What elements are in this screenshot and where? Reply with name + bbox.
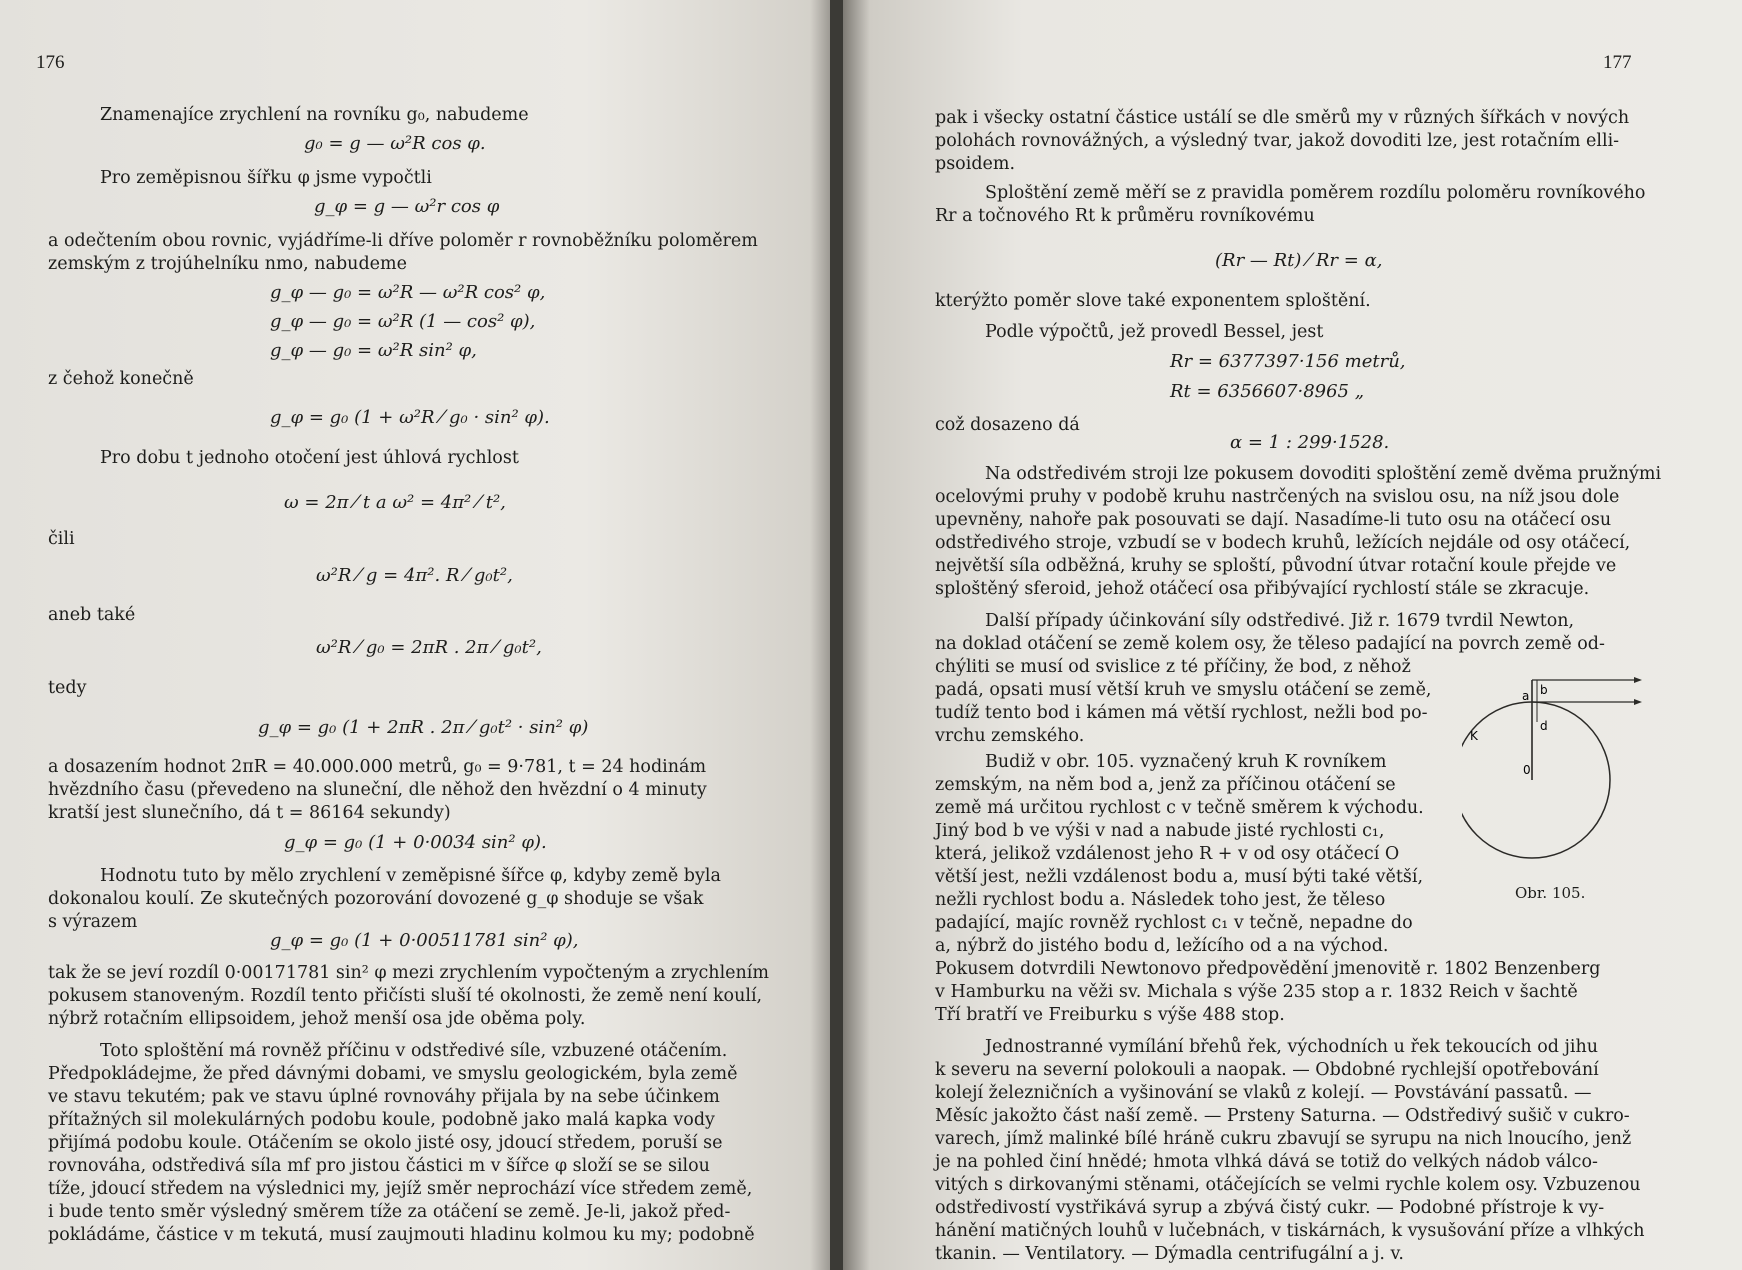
left-text-line-19: a dosazením hodnot 2πR = 40.000.000 metrů, g₀ = 9·781, t = 24 hodinám bbox=[48, 757, 707, 777]
right-text-line-29: větší jest, nežli vzdálenost bodu a, musí býti také větší, bbox=[935, 867, 1424, 887]
left-page bbox=[0, 0, 835, 1270]
right-text-line-3: Sploštění země měří se z pravidla poměrem rozdílu poloměru rovníkového bbox=[985, 183, 1646, 203]
right-text-line-4: Rr a točnového Rt k průměru rovníkovému bbox=[935, 206, 1315, 226]
right-text-line-42: vitých s dirkovanými stěnami, otáčejících se velmi rychle kolem osy. Vzbuzenou bbox=[935, 1175, 1641, 1195]
left-equation-8: g_φ — g₀ = ω²R sin² φ, bbox=[270, 340, 477, 361]
right-text-line-2: psoidem. bbox=[935, 154, 1016, 174]
left-equation-1: g₀ = g — ω²R cos φ. bbox=[304, 133, 486, 154]
left-text-line-25: s výrazem bbox=[48, 912, 138, 932]
right-text-line-33: Pokusem dotvrdili Newtonovo předpovědění jmenovitě r. 1802 Benzenberg bbox=[935, 959, 1601, 979]
left-text-line-27: tak že se jeví rozdíl 0·00171781 sin² φ mezi zrychlením vypočteným a zrychlením bbox=[48, 963, 769, 983]
left-text-line-4: a odečtením obou rovnic, vyjádříme-li dříve poloměr r rovnoběžníku poloměrem bbox=[48, 231, 758, 251]
left-text-line-9: z čehož konečně bbox=[48, 369, 194, 389]
left-text-line-11: Pro dobu t jednoho otočení jest úhlová rychlost bbox=[100, 448, 519, 468]
right-text-line-44: hánění matičných louhů v lučebnách, v tiskárnách, k vysušování příze a vlhkých bbox=[935, 1221, 1645, 1241]
right-text-line-30: nežli rychlost bodu a. Následek toho jest, že těleso bbox=[935, 890, 1386, 910]
left-text-line-2: Pro zeměpisnou šířku φ jsme vypočtli bbox=[100, 168, 432, 188]
right-text-line-40: varech, jímž malinké bílé hráně cukru zbavují se syrupu na nich lnoucího, jenž bbox=[935, 1129, 1632, 1149]
label-a: a bbox=[1522, 689, 1530, 703]
right-text-line-32: a, nýbrž do jistého bodu d, ležícího od a na východ. bbox=[935, 936, 1389, 956]
page-number-right: 177 bbox=[1603, 52, 1632, 73]
left-equation-18: g_φ = g₀ (1 + 2πR . 2π ⁄ g₀t² · sin² φ) bbox=[258, 717, 589, 738]
left-equation-10: g_φ = g₀ (1 + ω²R ⁄ g₀ · sin² φ). bbox=[270, 407, 550, 428]
left-text-line-29: nýbrž rotačním ellipsoidem, jehož menší osa jde oběma poly. bbox=[48, 1009, 586, 1029]
right-text-line-36: Jednostranné vymílání břehů řek, východních u řek tekoucích od jihu bbox=[985, 1037, 1599, 1057]
left-text-line-21: kratší jest slunečního, dá t = 86164 sekundy) bbox=[48, 803, 451, 823]
left-equation-26: g_φ = g₀ (1 + 0·00511781 sin² φ), bbox=[270, 930, 579, 951]
right-text-line-21: padá, opsati musí větší kruh ve smyslu otáčení se země, bbox=[935, 680, 1432, 700]
right-text-line-0: pak i všecky ostatní částice ustálí se dle směrů my v různých šířkách v nových bbox=[935, 108, 1630, 128]
left-equation-16: ω²R ⁄ g₀ = 2πR . 2π ⁄ g₀t², bbox=[316, 637, 542, 658]
left-equation-12: ω = 2π ⁄ t a ω² = 4π² ⁄ t², bbox=[284, 492, 506, 513]
right-text-line-28: která, jelikož vzdálenost jeho R + v od osy otáčecí O bbox=[935, 844, 1400, 864]
right-text-line-41: je na pohled činí hnědé; hmota vlhká dává se totiž do velkých nádob válco- bbox=[935, 1152, 1598, 1172]
right-text-line-15: odstředivého stroje, vzbudí se v bodech kruhů, ležících nejdále od osy otáčecí, bbox=[935, 533, 1631, 553]
left-text-line-24: dokonalou koulí. Ze skutečných pozorování dovozené g_φ shoduje se však bbox=[48, 889, 704, 909]
figure-caption: Obr. 105. bbox=[1515, 884, 1586, 902]
left-text-line-33: přítažných sil molekulárných podobu koule, podobně jako malá kapka vody bbox=[48, 1110, 715, 1130]
right-text-line-22: tudíž tento bod i kámen má větší rychlost, nežli bod po- bbox=[935, 703, 1428, 723]
right-text-line-31: padající, majíc rovněž rychlost c₁ v tečně, nepadne do bbox=[935, 913, 1413, 933]
left-text-line-0: Znamenajíce zrychlení na rovníku g₀, nabudeme bbox=[100, 105, 529, 125]
left-equation-6: g_φ — g₀ = ω²R — ω²R cos² φ, bbox=[270, 282, 546, 303]
left-text-line-35: rovnováha, odstředivá síla mf pro jistou částici m v šířce φ složí se se silou bbox=[48, 1156, 710, 1176]
left-equation-22: g_φ = g₀ (1 + 0·0034 sin² φ). bbox=[284, 832, 547, 853]
left-text-line-23: Hodnotu tuto by mělo zrychlení v zeměpisné šířce φ, kdyby země byla bbox=[100, 866, 721, 886]
page-number-left: 176 bbox=[36, 52, 65, 73]
right-text-line-1: polohách rovnovážných, a výsledný tvar, jakož dovoditi lze, jest rotačním elli- bbox=[935, 131, 1620, 151]
right-text-line-26: země má určitou rychlost c v tečně směrem k východu. bbox=[935, 798, 1424, 818]
right-text-line-35: Tří bratří ve Freiburku s výše 488 stop. bbox=[935, 1005, 1285, 1025]
left-text-line-5: zemským z trojúhelníku nmo, nabudeme bbox=[48, 254, 407, 274]
right-text-line-37: k severu na severní polokouli a naopak. — Obdobné rychlejší opotřebování bbox=[935, 1060, 1599, 1080]
right-equation-8: Rr = 6377397·156 metrů, bbox=[1170, 351, 1406, 372]
right-text-line-17: sploštěný sferoid, jehož otáčecí osa přibývající rychlostí stále se zkracuje. bbox=[935, 579, 1590, 599]
left-text-line-34: přijímá podobu koule. Otáčením se okolo jisté osy, jdoucí středem, poruší se bbox=[48, 1133, 723, 1153]
right-text-line-6: kterýžto poměr slove také exponentem sploštění. bbox=[935, 291, 1371, 311]
right-text-line-24: Budiž v obr. 105. vyznačený kruh K rovníkem bbox=[985, 752, 1387, 772]
left-text-line-17: tedy bbox=[48, 678, 87, 698]
right-text-line-45: tkanin. — Ventilatory. — Dýmadla centrifugální a j. v. bbox=[935, 1244, 1404, 1264]
label-o: 0 bbox=[1523, 763, 1531, 777]
figure-105-diagram bbox=[1462, 670, 1644, 890]
label-d: d bbox=[1540, 719, 1548, 733]
right-text-line-13: ocelovými pruhy v podobě kruhu nastrčených na svislou osu, na níž jsou dole bbox=[935, 487, 1620, 507]
right-text-line-14: upevněny, nahoře pak posouvati se dají. Nasadíme-li tuto osu na otáčecí osu bbox=[935, 510, 1612, 530]
right-text-line-20: chýliti se musí od svislice z té příčiny, že bod, z něhož bbox=[935, 657, 1411, 677]
right-equation-5: (Rr — Rt) ⁄ Rr = α, bbox=[1215, 250, 1383, 271]
left-text-line-37: i bude tento směr výsledný směrem tíže za otáčení se země. Je-li, jakož před- bbox=[48, 1202, 731, 1222]
left-text-line-15: aneb také bbox=[48, 605, 136, 625]
left-equation-14: ω²R ⁄ g = 4π². R ⁄ g₀t², bbox=[316, 565, 513, 586]
left-equation-3: g_φ = g — ω²r cos φ bbox=[314, 196, 500, 217]
left-equation-7: g_φ — g₀ = ω²R (1 — cos² φ), bbox=[270, 311, 536, 332]
right-text-line-25: zemským, na něm bod a, jenž za příčinou otáčení se bbox=[935, 775, 1396, 795]
right-equation-11: α = 1 : 299·1528. bbox=[1230, 432, 1390, 453]
arrow-a bbox=[1634, 699, 1642, 705]
right-text-line-43: odstředivostí vystřikává syrup a zbývá čistý cukr. — Podobné přístroje k vy- bbox=[935, 1198, 1605, 1218]
left-text-line-36: tíže, jdoucí středem na výslednici my, jejíž směr neprochází více středem země, bbox=[48, 1179, 753, 1199]
right-text-line-23: vrchu zemského. bbox=[935, 726, 1085, 746]
left-text-line-13: čili bbox=[48, 529, 75, 549]
label-b: b bbox=[1540, 683, 1548, 697]
left-text-line-20: hvězdního času (převedeno na sluneční, dle něhož den hvězdní o 4 minuty bbox=[48, 780, 707, 800]
left-text-line-28: pokusem stanoveným. Rozdíl tento přičísti sluší té okolnosti, že země není koulí, bbox=[48, 986, 763, 1006]
right-text-line-10: což dosazeno dá bbox=[935, 415, 1080, 435]
right-text-line-16: největší síla odběžná, kruhy se sploští, původní útvar rotační koule přejde ve bbox=[935, 556, 1617, 576]
right-text-line-12: Na odstředivém stroji lze pokusem dovoditi sploštění země dvěma pružnými bbox=[985, 464, 1662, 484]
right-text-line-39: Měsíc jakožto část naší země. — Prsteny Saturna. — Odstředivý sušič v cukro- bbox=[935, 1106, 1630, 1126]
label-k: K bbox=[1470, 729, 1478, 743]
left-text-line-32: ve stavu tekutém; pak ve stavu úplné rovnováhy přijala by na sebe účinkem bbox=[48, 1087, 720, 1107]
right-text-line-34: v Hamburku na věži sv. Michala s výše 235 stop a r. 1832 Reich v šachtě bbox=[935, 982, 1578, 1002]
arrow-b bbox=[1634, 677, 1642, 683]
right-text-line-38: kolejí železničních a vyšinování se vlaků z kolejí. — Povstávání passatů. — bbox=[935, 1083, 1592, 1103]
right-equation-9: Rt = 6356607·8965 „ bbox=[1170, 381, 1365, 402]
right-text-line-18: Další případy účinkování síly odstředivé. Již r. 1679 tvrdil Newton, bbox=[985, 611, 1575, 631]
left-text-line-31: Předpokládejme, že před dávnými dobami, ve smyslu geologickém, byla země bbox=[48, 1064, 738, 1084]
left-text-line-30: Toto sploštění má rovněž příčinu v odstředivé síle, vzbuzené otáčením. bbox=[100, 1041, 728, 1061]
left-text-line-38: pokládáme, částice v m tekutá, musí zaujmouti hladinu kolmou ku my; podobně bbox=[48, 1225, 755, 1245]
right-text-line-19: na doklad otáčení se země kolem osy, že těleso padající na povrch země od- bbox=[935, 634, 1605, 654]
right-text-line-7: Podle výpočtů, jež provedl Bessel, jest bbox=[985, 322, 1324, 342]
right-text-line-27: Jiný bod b ve výši v nad a nabude jisté rychlosti c₁, bbox=[935, 821, 1385, 841]
earth-circle-k bbox=[1462, 702, 1610, 858]
